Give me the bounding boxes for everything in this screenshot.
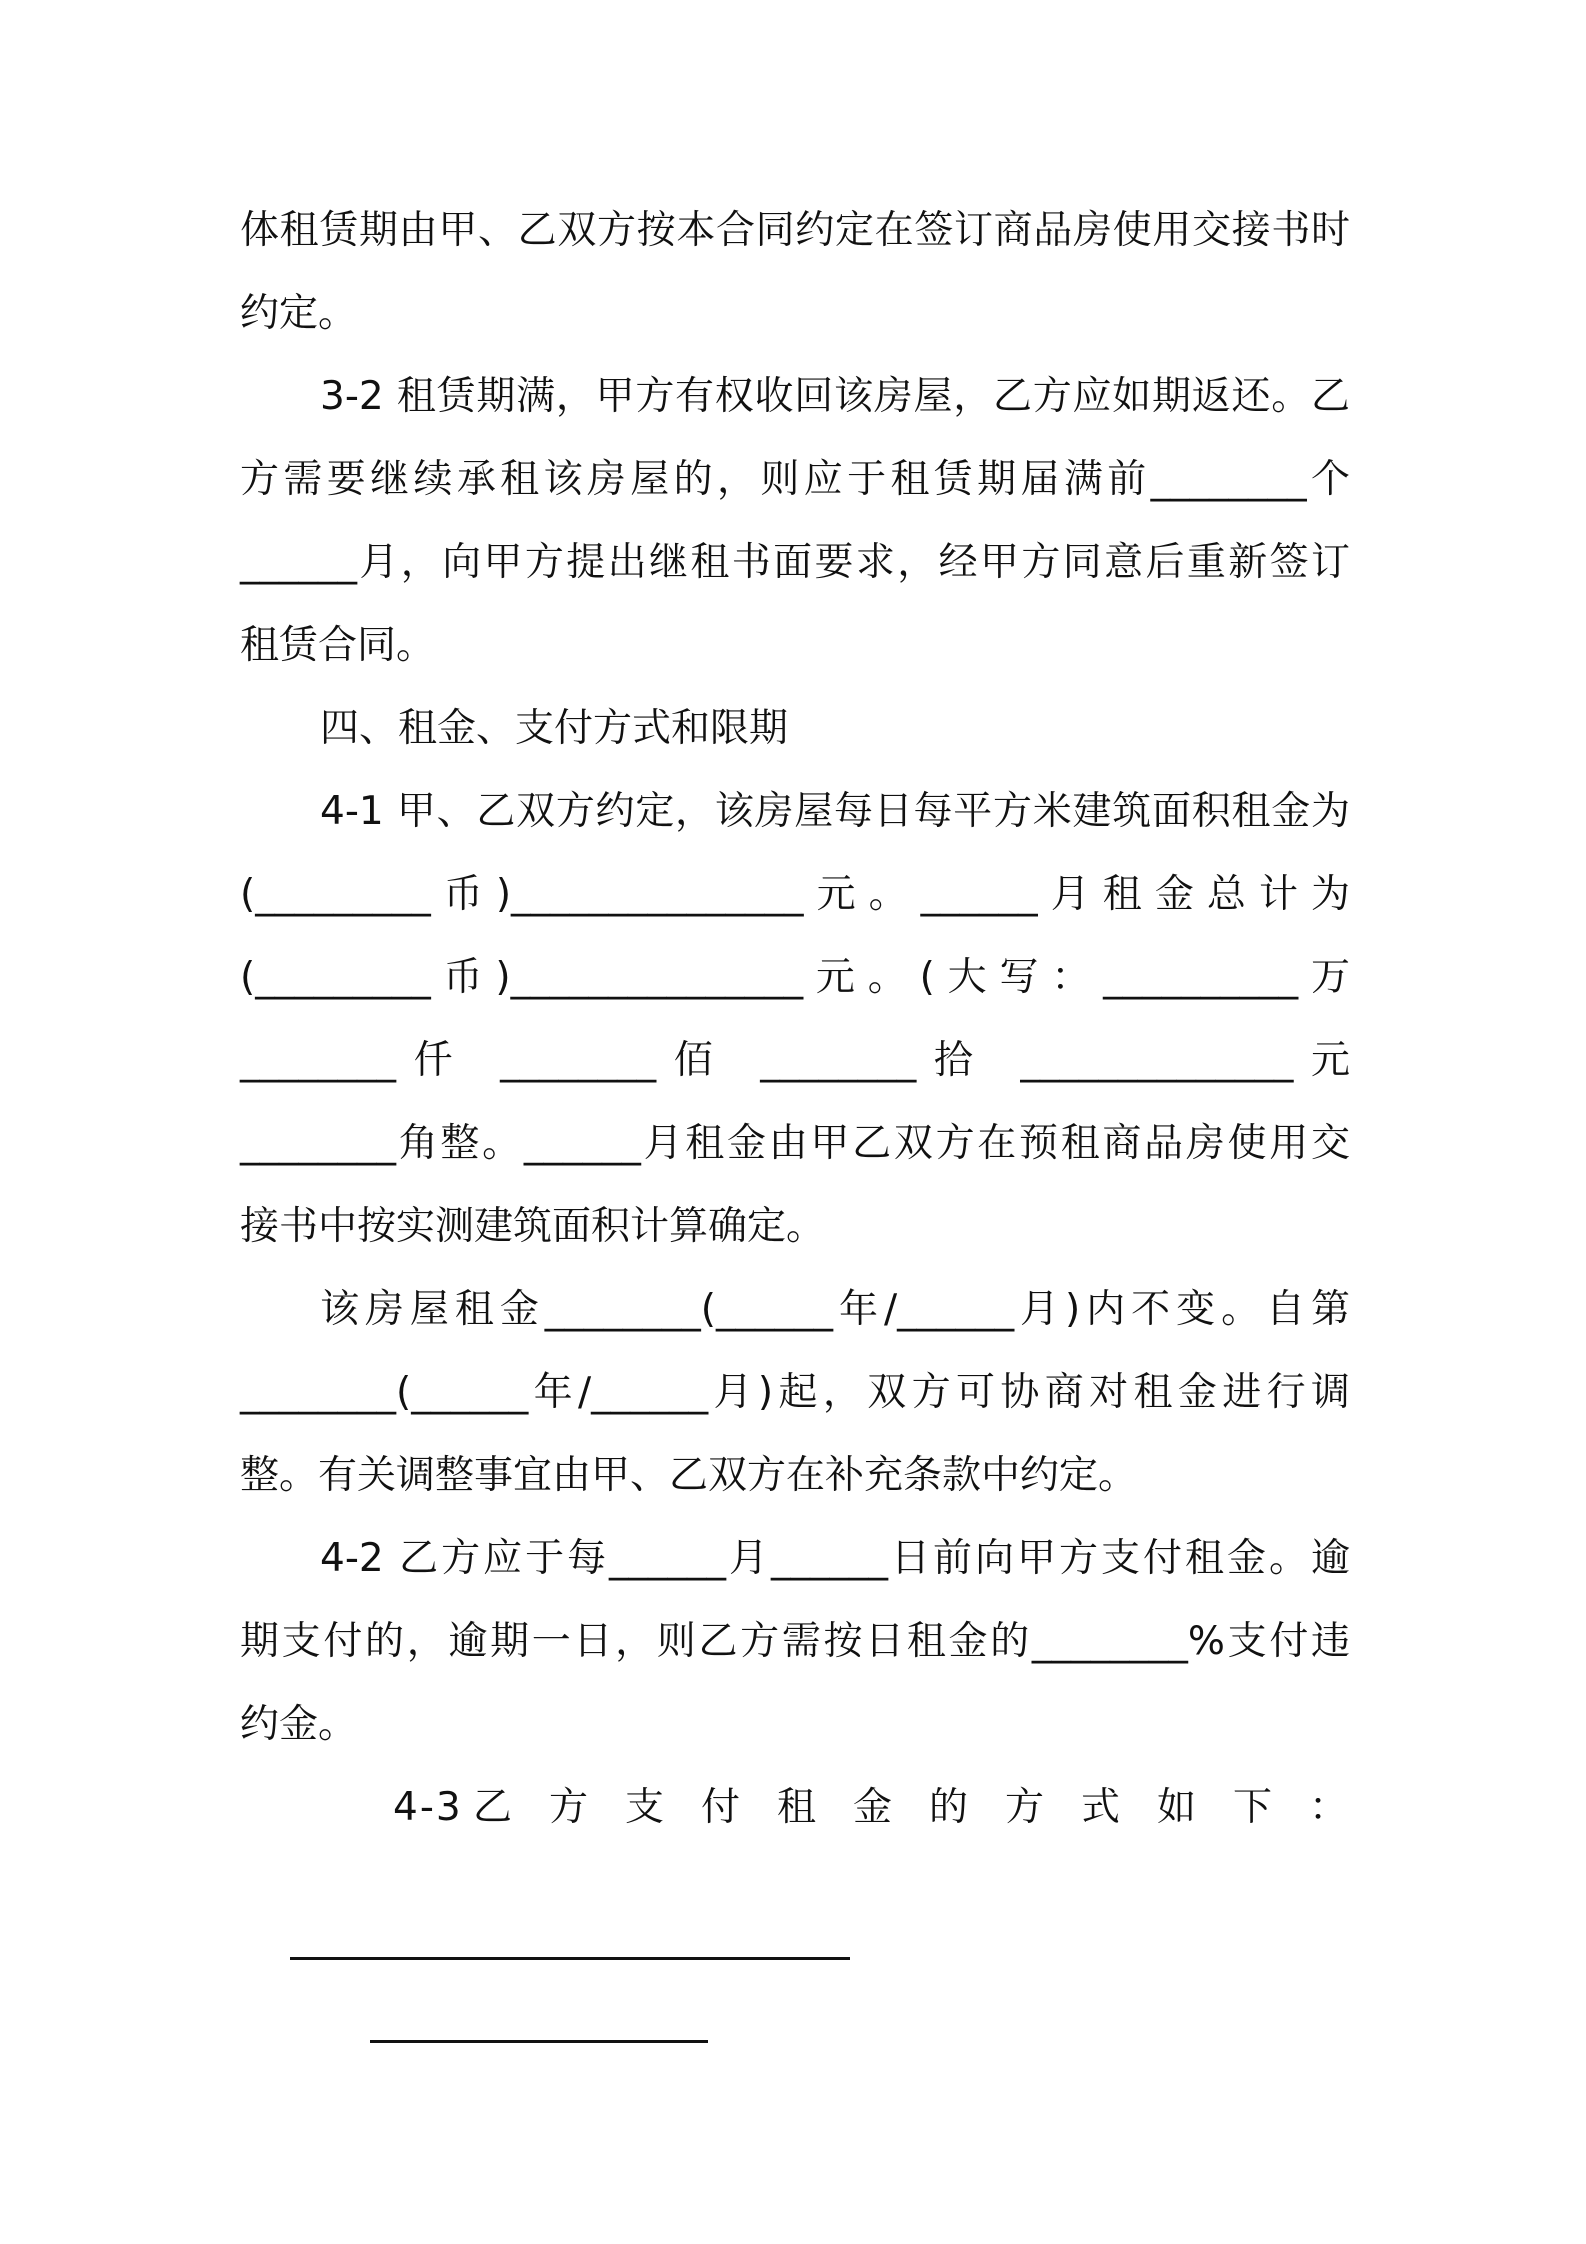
clause-4-2-line: 4-2 乙方应于每______月______日前向甲方支付租金。逾 <box>320 1536 1350 1581</box>
paragraph-line: 期支付的，逾期一日，则乙方需按日租金的________%支付违 <box>240 1619 1350 1664</box>
paragraph-line: 租赁合同。 <box>240 623 436 668</box>
section-heading-4: 四、租金、支付方式和限期 <box>320 706 789 751</box>
clause-3-2-line: 3-2 租赁期满，甲方有权收回该房屋，乙方应如期返还。乙 <box>320 374 1350 419</box>
paragraph-line: 约定。 <box>240 291 358 336</box>
paragraph-line: ________仟 ________佰 ________拾 ______________元 <box>240 1038 1350 1083</box>
paragraph-line: 约金。 <box>240 1702 358 1747</box>
paragraph-line: (_________币)_______________元。______月租金总计为 <box>240 872 1350 917</box>
document-page <box>240 205 1350 2031</box>
paragraph-line: ________(______年/______月)起，双方可协商对租金进行调 <box>240 1370 1350 1415</box>
paragraph-line: 体租赁期由甲、乙双方按本合同约定在签订商品房使用交接书时 <box>240 208 1350 253</box>
blank-fill-line <box>240 1865 1350 1948</box>
blank-underline <box>370 2000 708 2043</box>
paragraph-line: 该房屋租金________(______年/______月)内不变。自第 <box>320 1287 1350 1332</box>
clause-4-3-line: 4-3乙 方 支 付 租 金 的 方 式 如 下 ： <box>393 1785 1350 1830</box>
clause-4-1-line: 4-1 甲、乙双方约定，该房屋每日每平方米建筑面积租金为 <box>320 789 1350 834</box>
paragraph-line: 接书中按实测建筑面积计算确定。 <box>240 1204 826 1249</box>
paragraph-line: 方需要继续承租该房屋的，则应于租赁期届满前________个 <box>240 457 1350 502</box>
paragraph-line: ______月，向甲方提出继租书面要求，经甲方同意后重新签订 <box>240 540 1350 585</box>
paragraph-line: (_________币)_______________元。(大写：__________万 <box>240 955 1350 1000</box>
paragraph-line: ________角整。______月租金由甲乙双方在预租商品房使用交 <box>240 1121 1350 1166</box>
paragraph-line: 整。有关调整事宜由甲、乙双方在补充条款中约定。 <box>240 1453 1138 1498</box>
blank-fill-line <box>240 1948 1350 2031</box>
